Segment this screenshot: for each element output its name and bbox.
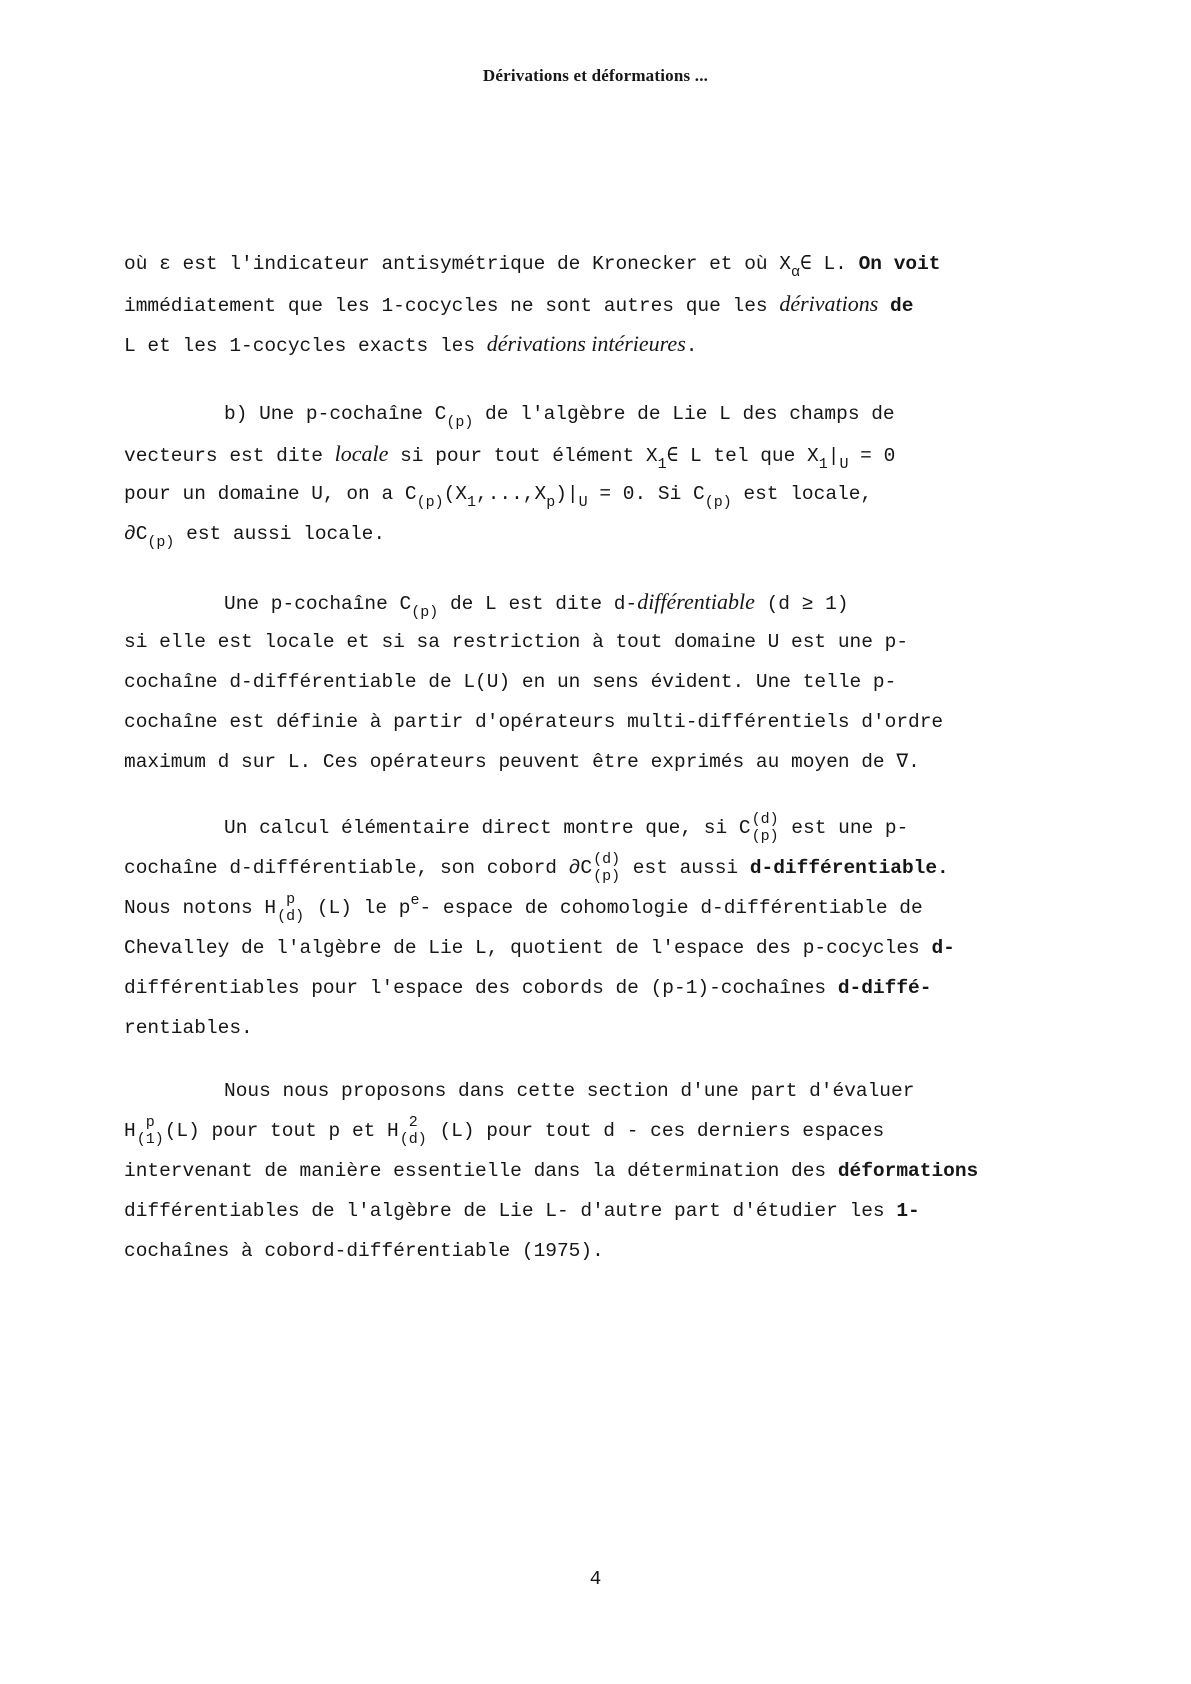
- text-line: Nous nous proposons dans cette section d'une part d'évaluer: [224, 1080, 915, 1102]
- text-line: cochaînes à cobord-différentiable (1975).: [124, 1240, 604, 1262]
- text-line: rentiables.: [124, 1017, 253, 1039]
- text-line: Un calcul élémentaire direct montre que, si C (d) (p) est une p-: [224, 810, 909, 845]
- text-line: $\partial C_{(p)}$ est aussi locale.: [124, 523, 386, 551]
- running-head: Dérivations et déformations ...: [482, 66, 709, 85]
- text-line: b) Une p-cochaîne $C_{(p)}$ de l'algèbre de Lie L des champs de: [224, 403, 895, 431]
- term-derivations-interieures: dérivations intérieures: [486, 331, 686, 356]
- paragraph-2: [124, 394, 1064, 554]
- paragraph-5: [124, 1071, 1064, 1271]
- paragraph-3: [124, 582, 1064, 782]
- term-differentiable: différentiable: [637, 589, 755, 614]
- text-line: maximum d sur L. Ces opérateurs peuvent être exprimés au moyen de ∇.: [124, 751, 920, 773]
- text-line: différentiables pour l'espace des cobords de (p-1)-cochaînes d-diffé-: [124, 977, 932, 999]
- text-line: différentiables de l'algèbre de Lie L- d'autre part d'étudier les 1-: [124, 1200, 920, 1222]
- paragraph-4: [124, 808, 1064, 1048]
- page-number: 4: [589, 1568, 602, 1590]
- term-locale: locale: [334, 441, 389, 466]
- text-line: L et les 1-cocycles exacts les dérivations intérieures.: [124, 331, 698, 357]
- text-line: Chevalley de l'algèbre de Lie L, quotient de l'espace des p-cocycles d-: [124, 937, 955, 959]
- text-line: cochaîne d-différentiable, son cobord ∂C (d) (p) est aussi d-différentiable.: [124, 850, 949, 885]
- text-line: si elle est locale et si sa restriction à tout domaine U est une p-: [124, 631, 909, 653]
- text-line: Une p-cochaîne $C_{(p)}$ de L est dite d-différentiable (d ≥ 1): [224, 589, 849, 621]
- text-line: vecteurs est dite locale si pour tout élément $X_1\in$ L tel que $X_1|_U = 0$: [124, 441, 896, 473]
- text-line: intervenant de manière essentielle dans la détermination des déformations: [124, 1160, 979, 1182]
- text-line: immédiatement que les 1-cocycles ne sont autres que les dérivations de: [124, 291, 914, 317]
- paragraph-1: [124, 244, 1064, 364]
- text-line: H p (1) (L) pour tout p et H 2 (d) (L) pour tout d - ces derniers espaces: [124, 1113, 885, 1148]
- text-line: cochaîne d-différentiable de L(U) en un sens évident. Une telle p-: [124, 671, 897, 693]
- text-line: où ε est l'indicateur antisymétrique de Kronecker et où $X_\alpha\in$ L. On voit: [124, 253, 941, 281]
- text-line: cochaîne est définie à partir d'opérateurs multi-différentiels d'ordre: [124, 711, 944, 733]
- text-line: Nous notons H p (d) (L) le $p^e-$ espace de cohomologie d-différentiable de: [124, 890, 923, 925]
- text-line: pour un domaine U, on a $C_{(p)}(X_1,...,X_p)|_U = 0$. Si $C_{(p)}$ est locale,: [124, 483, 873, 511]
- term-derivations: dérivations: [779, 291, 879, 316]
